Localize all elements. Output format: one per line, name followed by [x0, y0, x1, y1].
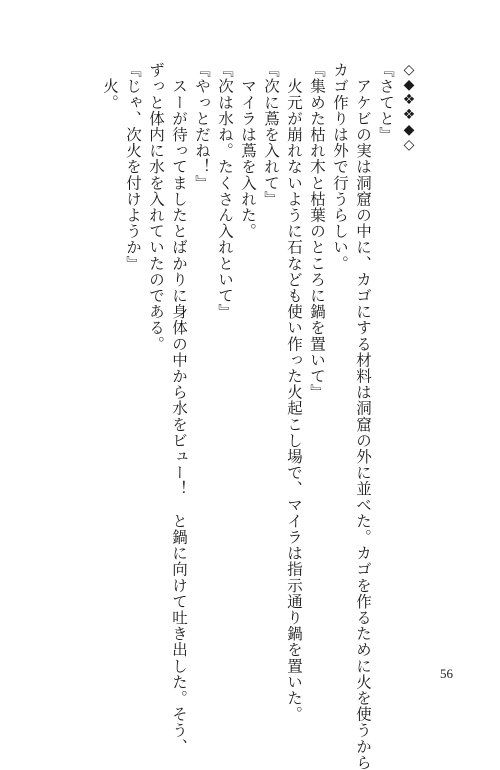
- text-line: 『集めた枯れ木と枯葉のところに鍋を置いて』: [308, 62, 326, 401]
- text-line: スーが待ってましたとばかりに身体の中から水をビュー！ と鍋に向けて吐き出した。そう、: [170, 62, 188, 755]
- vertical-text-body: [98, 62, 420, 770]
- text-line: 『じゃ、次火を付けようか』: [124, 62, 142, 272]
- text-line: アケビの実は洞窟の中に、カゴにする材料は洞窟の外に並べた。カゴを作るために火を使うから: [354, 62, 372, 770]
- section-break-ornament: ◇◆❖❖◆◇: [401, 62, 417, 152]
- text-line: マイラは蔦を入れた。: [239, 62, 257, 240]
- text-line: 『次は水ね。たくさん入れといて』: [216, 62, 234, 320]
- text-line: ずっと体内に水を入れていたのである。: [147, 62, 165, 352]
- text-line: 『次に蔦を入れて』: [262, 62, 280, 207]
- page-number: 56: [440, 666, 453, 681]
- text-line: 『やっとだね！』: [193, 62, 211, 191]
- text-line: 火。: [101, 62, 119, 111]
- text-line: 火元が崩れないように石なども使い作った火起こし場で、マイラは指示通り鍋を置いた。: [285, 62, 303, 723]
- text-line: 『さてと』: [377, 62, 395, 143]
- text-line: カゴ作りは外で行うらしい。: [331, 62, 349, 272]
